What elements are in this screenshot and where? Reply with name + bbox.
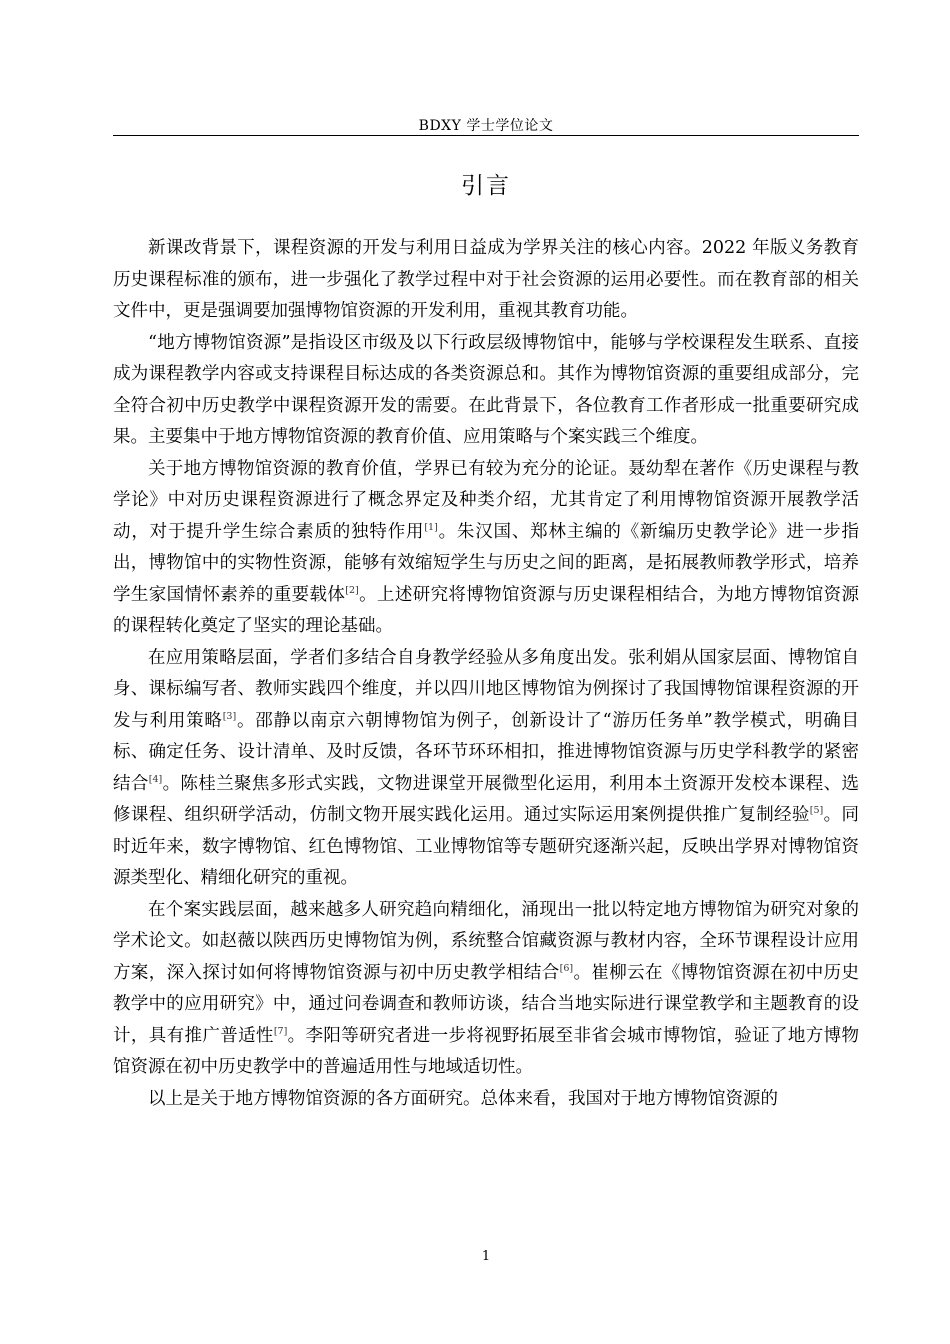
paragraph-text: 在应用策略层面，学者们多结合自身教学经验从多角度出发。张利娟从国家层面、博物馆自身、课标编写者、教师实践四个维度，并以四川地区博物馆为例探讨了我国博物馆课程资源的开发与利用策略 bbox=[113, 647, 859, 731]
paragraph-text: “地方博物馆资源”是指设区市级及以下行政层级博物馆中，能够与学校课程发生联系、直接成为课程教学内容或支持课程目标达成的各类资源总和。其作为博物馆资源的重要组成部分，完全符合初中历史教学中课程资源开发的需要。在此背景下，各位教育工作者形成一批重要研究成果。主要集中于地方博物馆资源的教育价值、应用策略与个案实践三个维度。 bbox=[113, 332, 859, 447]
paragraph-text: 新课改背景下，课程资源的开发与利用日益成为学界关注的核心内容。2022 年版义务教育历史课程标准的颁布，进一步强化了教学过程中对于社会资源的运用必要性。而在教育部的相关文件中，更是强调要加强博物馆资源的开发利用，重视其教育功能。 bbox=[113, 238, 859, 321]
body-paragraph bbox=[113, 328, 859, 454]
citation-marker: [5] bbox=[809, 805, 824, 816]
paragraph-text: 在个案实践层面，越来越多人研究趋向精细化，涌现出一批以特定地方博物馆为研究对象的学术论文。如赵薇以陕西历史博物馆为例，系统整合馆藏资源与教材内容，全环节课程设计应用方案，深入探讨如何将博物馆资源与初中历史教学相结合 bbox=[113, 899, 859, 983]
paragraph-text: 。同时近年来，数字博物馆、红色博物馆、工业博物馆等专题研究逐渐兴起，反映出学界对博物馆资源类型化、精细化研究的重视。 bbox=[113, 805, 859, 888]
citation-marker: [1] bbox=[424, 521, 438, 533]
paragraph-text: 。朱汉国、郑林主编的《新编历史教学论》进一步指出，博物馆中的实物性资源，能够有效缩短学生与历史之间的距离，是拓展教师教学形式，培养学生家国情怀素养的重要载体 bbox=[113, 521, 860, 605]
paragraph-text: 。陈桂兰聚焦多形式实践，文物进课堂开展微型化运用，利用本土资源开发校本课程、选修课程、组织研学活动，仿制文物开展实践化运用。通过实际运用案例提供推广复制经验 bbox=[113, 773, 859, 825]
citation-marker: [3] bbox=[222, 710, 237, 722]
section-title: 引言 bbox=[461, 173, 511, 199]
body-paragraph bbox=[113, 1084, 859, 1116]
body-text bbox=[113, 233, 859, 1115]
body-paragraph bbox=[113, 895, 859, 1084]
paragraph-text: 。邵静以南京六朝博物馆为例子，创新设计了“游历任务单”教学模式，明确目标、确定任务、设计清单、及时反馈，各环节环环相扣，推进博物馆资源与历史学科教学的紧密结合 bbox=[113, 710, 859, 794]
paragraph-text: 。上述研究将博物馆资源与历史课程相结合，为地方博物馆资源的课程转化奠定了坚实的理论基础。 bbox=[113, 584, 859, 636]
running-header: BDXY 学士学位论文 bbox=[418, 118, 554, 134]
page-number: 1 bbox=[481, 1249, 491, 1264]
paragraph-text: 。李阳等研究者进一步将视野拓展至非省会城市博物馆，验证了地方博物馆资源在初中历史教学中的普遍适用性与地域适切性。 bbox=[113, 1025, 860, 1077]
paragraph-text: 以上是关于地方博物馆资源的各方面研究。总体来看，我国对于地方博物馆资源的 bbox=[148, 1088, 778, 1109]
citation-marker: [2] bbox=[345, 584, 359, 596]
header-rule bbox=[113, 135, 859, 136]
body-paragraph bbox=[113, 454, 859, 643]
paragraph-text: 。崔柳云在《博物馆资源在初中历史教学中的应用研究》中，通过问卷调查和教师访谈，结合当地实际进行课堂教学和主题教育的设计，具有推广普适性 bbox=[113, 962, 860, 1046]
citation-marker: [7] bbox=[273, 1025, 288, 1037]
paragraph-text: 关于地方博物馆资源的教育价值，学界已有较为充分的论证。聂幼犁在著作《历史课程与教学论》中对历史课程资源进行了概念界定及种类介绍，尤其肯定了利用博物馆资源开展教学活动，对于提升学生综合素质的独特作用 bbox=[113, 458, 859, 542]
citation-marker: [4] bbox=[148, 773, 163, 785]
body-paragraph bbox=[113, 643, 859, 895]
citation-marker: [6] bbox=[559, 962, 574, 974]
body-paragraph bbox=[113, 233, 859, 328]
